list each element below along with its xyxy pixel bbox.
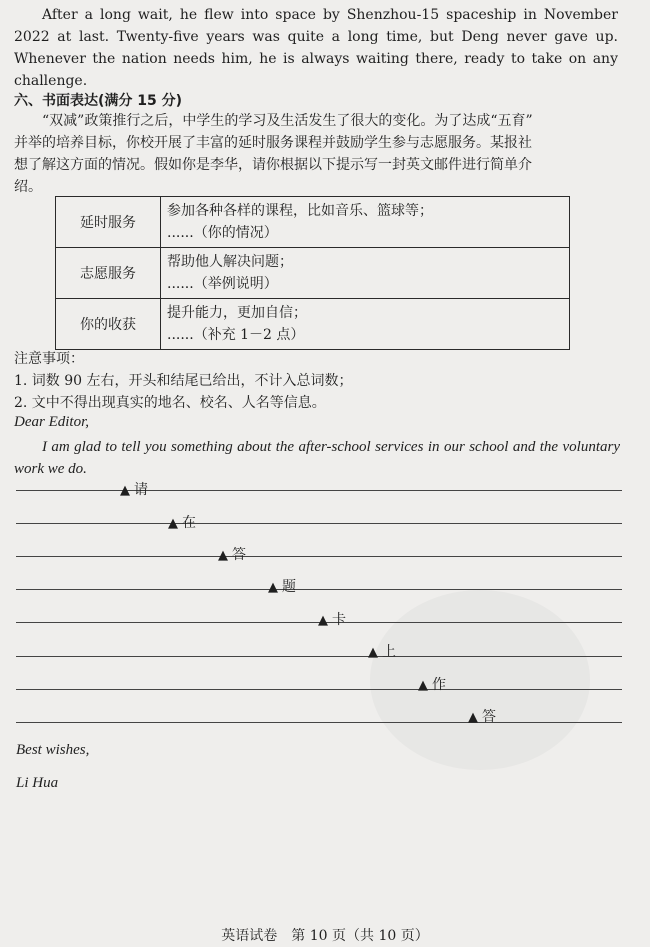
table-row [56, 248, 570, 299]
writing-line [16, 689, 622, 690]
table-row-label: 志愿服务 [56, 248, 161, 299]
table-row-line: 参加各种各样的课程，比如音乐、篮球等； [167, 203, 433, 219]
table-row-line: ......（你的情况） [167, 225, 278, 241]
letter-salutation: Dear Editor, [14, 414, 89, 430]
prompt-line-3: 想了解这方面的情况。假如你是李华，请你根据以下提示写一封英文邮件进行简单介 [14, 157, 532, 173]
table-row-content [161, 248, 570, 299]
table-row-label: 你的收获 [56, 299, 161, 350]
triangle-icon: ▲ [468, 710, 478, 725]
triangle-icon: ▲ [268, 580, 278, 595]
writing-line [16, 722, 622, 723]
table-row-line: ......（举例说明） [167, 276, 278, 292]
writing-line [16, 656, 622, 657]
triangle-icon: ▲ [318, 613, 328, 628]
answer-mark: ▲ 答 [468, 709, 496, 725]
answer-mark: ▲ 答 [218, 547, 246, 563]
prompt-line-1: “双减”政策推行之后，中学生的学习及生活发生了很大的变化。为了达成“五育” [42, 113, 533, 129]
notes [14, 348, 353, 414]
letter-signature: Li Hua [16, 775, 59, 791]
writing-line [16, 589, 622, 590]
answer-mark: ▲ 卡 [318, 612, 346, 628]
notes-item: 2. 文中不得出现真实的地名、校名、人名等信息。 [14, 395, 326, 411]
page-footer: 英语试卷 第 10 页（共 10 页） [221, 928, 429, 944]
notes-title: 注意事项： [14, 351, 84, 367]
prompt-line-4: 绍。 [14, 179, 42, 195]
table-row-content [161, 197, 570, 248]
triangle-icon: ▲ [418, 678, 428, 693]
answer-mark: ▲ 上 [368, 644, 396, 660]
notes-item: 1. 词数 90 左右，开头和结尾已给出，不计入总词数； [14, 373, 353, 389]
triangle-icon: ▲ [168, 516, 178, 531]
table-row-line: ......（补充 1－2 点） [167, 327, 305, 343]
table-row [56, 299, 570, 350]
paper-stain [370, 590, 590, 770]
table-row-line: 帮助他人解决问题； [167, 254, 293, 270]
section-title: 六、书面表达(满分 15 分) [14, 93, 183, 109]
answer-mark: ▲ 在 [168, 515, 196, 531]
answer-mark: ▲ 题 [268, 579, 296, 595]
answer-mark: ▲ 作 [418, 677, 446, 693]
triangle-icon: ▲ [120, 483, 130, 498]
letter-closing: Best wishes, [16, 742, 90, 758]
hint-table [55, 196, 570, 350]
writing-line [16, 523, 622, 524]
writing-line [16, 490, 622, 491]
table-row-label: 延时服务 [56, 197, 161, 248]
answer-mark: ▲ 请 [120, 482, 148, 498]
reading-passage-tail: After a long wait, he flew into space by Shenzhou-15 spaceship in November 2022 at last. Twenty-five years was quite a long time, but Deng never gave up. Whenever the nation needs him, he is always waiting there, ready to take on any challenge. [14, 7, 618, 89]
prompt-line-2: 并举的培养目标，你校开展了丰富的延时服务课程并鼓励学生参与志愿服务。某报社 [14, 135, 532, 151]
triangle-icon: ▲ [218, 548, 228, 563]
table-row-line: 提升能力，更加自信； [167, 305, 307, 321]
table-row [56, 197, 570, 248]
triangle-icon: ▲ [368, 645, 378, 660]
table-row-content [161, 299, 570, 350]
letter-opening: I am glad to tell you something about the after-school services in our school and the voluntary work we do. [14, 439, 620, 477]
writing-line [16, 556, 622, 557]
